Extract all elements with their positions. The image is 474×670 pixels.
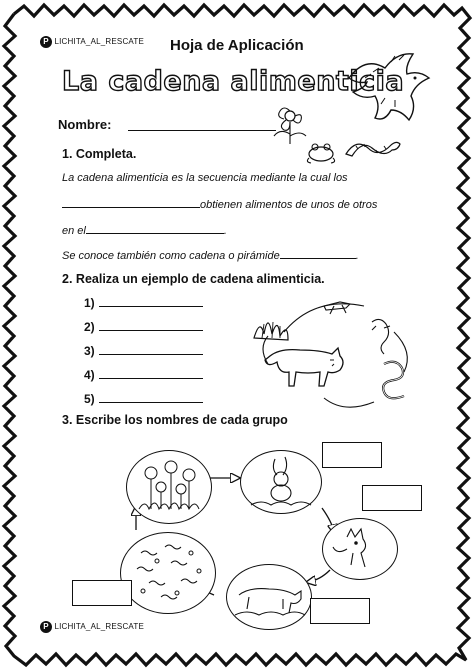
pinterest-icon: P [40,621,52,633]
blank-organisms[interactable] [62,196,200,208]
snake-icon [342,132,402,162]
section1-line4: Se conoce también como cadena o pirámide . [62,247,359,262]
wildcat-icon [265,348,343,386]
chain-answer-1[interactable] [99,294,203,307]
brand-handle-bottom[interactable]: P LICHITA_AL_RESCATE [40,621,144,633]
section1-line1: La cadena alimenticia es la secuencia mediante la cual los [62,172,348,184]
blank-ecosystem[interactable] [86,222,224,234]
chain-answer-5[interactable] [99,390,203,403]
arrow-icon [324,398,374,407]
section1-heading: 1. Completa. [62,147,137,161]
group-predators [226,564,312,630]
wolf-icon [227,565,311,629]
chain-answer-3[interactable] [99,342,203,355]
banner-title: La cadena alimenticia [62,66,405,97]
answer-box-carnivores[interactable] [362,485,422,511]
snake-icon [383,362,404,399]
list-item: 2) [84,318,203,342]
lizard-icon [372,319,390,354]
chain-list [84,294,203,414]
group-decomposers [120,532,216,614]
group-herbivores [240,450,322,514]
section1-line3: en el . [62,222,227,237]
frog-icon [304,140,338,164]
section2-heading: 2. Realiza un ejemplo de cadena alimenticia. [62,272,325,286]
plants-icon [127,451,211,523]
chain-answer-2[interactable] [99,318,203,331]
chain-answer-4[interactable] [99,366,203,379]
eagle-icon [345,48,433,128]
blank-pyramid[interactable] [280,247,356,259]
name-label: Nombre: [58,117,112,132]
food-chain-illustration [244,292,434,412]
answer-box-predators[interactable] [310,598,370,624]
group-carnivores [322,518,398,580]
list-item: 3) [84,342,203,366]
list-item: 1) [84,294,203,318]
rabbit-icon [241,451,321,513]
answer-box-decomposers[interactable] [72,580,132,606]
arrow-icon [284,304,364,332]
answer-box-herbivores[interactable] [322,442,382,468]
group-plants [126,450,212,524]
grass-icon [254,322,288,340]
decomposers-icon [121,533,215,613]
fox-icon [323,519,397,579]
name-input-line[interactable] [128,118,276,131]
section1-line2: obtienen alimentos de unos de otros [62,196,432,211]
list-item: 4) [84,366,203,390]
sheet-title: Hoja de Aplicación [170,37,304,54]
pinterest-icon: P [40,36,52,48]
section3-heading: 3. Escribe los nombres de cada grupo [62,413,288,427]
list-item: 5) [84,390,203,414]
brand-handle-top[interactable]: P LICHITA_AL_RESCATE [40,36,144,48]
